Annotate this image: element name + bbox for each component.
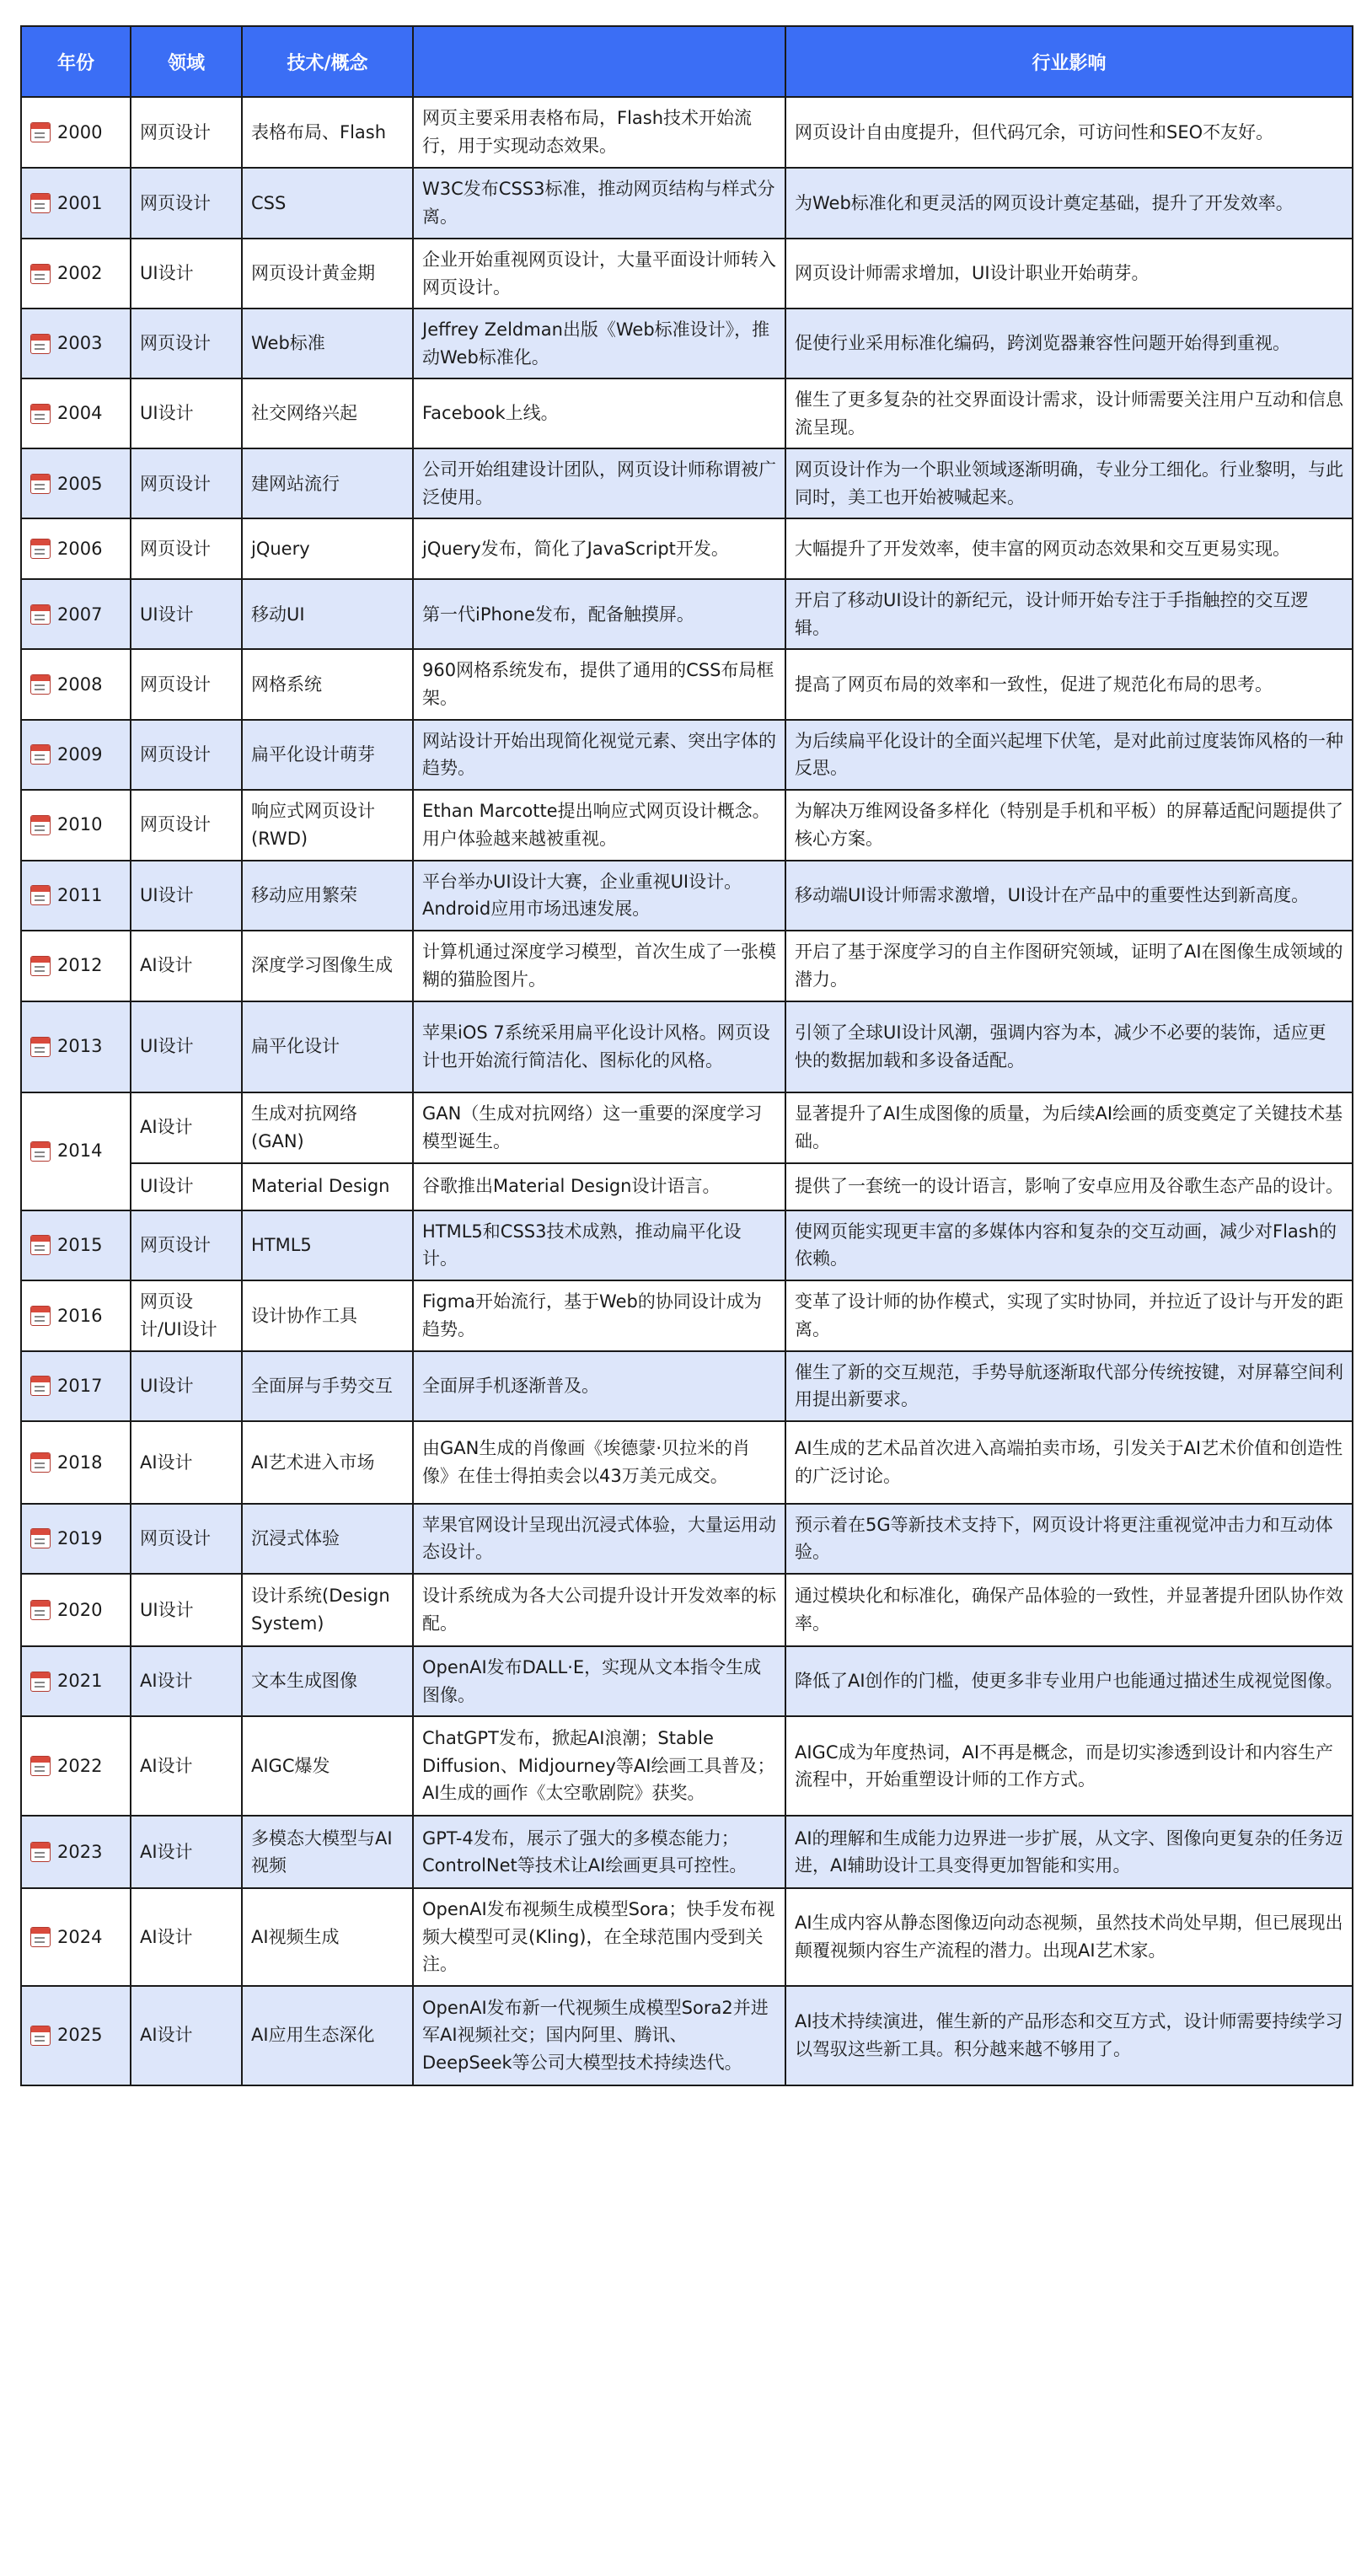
domain-cell: AI设计 (131, 1816, 242, 1888)
calendar-icon (30, 1452, 51, 1473)
event-cell: 由GAN生成的肖像画《埃德蒙·贝拉米的肖像》在佳士得拍卖会以43万美元成交。 (413, 1421, 785, 1504)
event-cell: OpenAI发布视频生成模型Sora；快手发布视频大模型可灵(Kling)，在全球范围内受到关注。 (413, 1888, 785, 1986)
impact-cell: AI的理解和生成能力边界进一步扩展，从文字、图像向更复杂的任务迈进，AI辅助设计工具变得更加智能和实用。 (785, 1816, 1353, 1888)
year-label-group (30, 1232, 121, 1259)
tech-cell: 设计系统(Design System) (242, 1574, 413, 1646)
year-label-group (30, 952, 121, 979)
event-cell: 计算机通过深度学习模型，首次生成了一张模糊的猫脸图片。 (413, 931, 785, 1001)
table-row (21, 518, 1353, 579)
calendar-icon (30, 815, 51, 835)
calendar-icon (30, 1842, 51, 1862)
domain-cell: AI设计 (131, 1092, 242, 1163)
calendar-icon (30, 539, 51, 559)
event-cell: jQuery发布，简化了JavaScript开发。 (413, 518, 785, 579)
year-cell (21, 97, 131, 168)
event-cell: W3C发布CSS3标准，推动网页结构与样式分离。 (413, 168, 785, 239)
year-label-group (30, 1372, 121, 1400)
year-text: 2002 (57, 263, 103, 284)
tech-cell: AIGC爆发 (242, 1716, 413, 1816)
event-cell: 苹果iOS 7系统采用扁平化设计风格。网页设计也开始流行简洁化、图标化的风格。 (413, 1001, 785, 1092)
calendar-icon (30, 1235, 51, 1255)
impact-cell: AIGC成为年度热词，AI不再是概念，而是切实渗透到设计和内容生产流程中，开始重塑设计师的工作方式。 (785, 1716, 1353, 1816)
year-text: 2009 (57, 743, 103, 765)
event-cell: 企业开始重视网页设计，大量平面设计师转入网页设计。 (413, 239, 785, 309)
tech-cell: AI艺术进入市场 (242, 1421, 413, 1504)
event-cell: 第一代iPhone发布，配备触摸屏。 (413, 579, 785, 649)
impact-cell: 显著提升了AI生成图像的质量，为后续AI绘画的质变奠定了关键技术基础。 (785, 1092, 1353, 1163)
domain-cell: 网页设计/UI设计 (131, 1280, 242, 1351)
year-text: 2008 (57, 674, 103, 695)
impact-cell: AI生成内容从静态图像迈向动态视频，虽然技术尚处早期，但已展现出颠覆视频内容生产流程的潜力。出现AI艺术家。 (785, 1888, 1353, 1986)
event-cell: Ethan Marcotte提出响应式网页设计概念。用户体验越来越被重视。 (413, 790, 785, 861)
domain-cell: 网页设计 (131, 97, 242, 168)
table-row (21, 931, 1353, 1001)
tech-cell: 表格布局、Flash (242, 97, 413, 168)
impact-cell: 大幅提升了开发效率，使丰富的网页动态效果和交互更易实现。 (785, 518, 1353, 579)
year-label-group (30, 882, 121, 910)
impact-cell: 为后续扁平化设计的全面兴起埋下伏笔，是对此前过度装饰风格的一种反思。 (785, 720, 1353, 790)
year-text: 2011 (57, 884, 103, 905)
year-text: 2004 (57, 403, 103, 424)
impact-cell: 为解决万维网设备多样化（特别是手机和平板）的屏幕适配问题提供了核心方案。 (785, 790, 1353, 861)
event-cell: 网站设计开始出现简化视觉元素、突出字体的趋势。 (413, 720, 785, 790)
year-text: 2015 (57, 1235, 103, 1256)
event-cell: 设计系统成为各大公司提升设计开发效率的标配。 (413, 1574, 785, 1646)
tech-cell: 移动应用繁荣 (242, 861, 413, 931)
year-label-group (30, 330, 121, 357)
impact-cell: 提供了一套统一的设计语言，影响了安卓应用及谷歌生态产品的设计。 (785, 1163, 1353, 1210)
event-cell: 平台举办UI设计大赛，企业重视UI设计。Android应用市场迅速发展。 (413, 861, 785, 931)
year-label-group (30, 400, 121, 427)
year-text: 2024 (57, 1926, 103, 1947)
calendar-icon (30, 264, 51, 284)
year-cell (21, 861, 131, 931)
year-text: 2020 (57, 1599, 103, 1620)
calendar-icon (30, 334, 51, 354)
year-cell (21, 790, 131, 861)
event-cell: Facebook上线。 (413, 378, 785, 448)
calendar-icon (30, 1037, 51, 1057)
table-row (21, 1351, 1353, 1421)
impact-cell: 为Web标准化和更灵活的网页设计奠定基础，提升了开发效率。 (785, 168, 1353, 239)
table-row (21, 1001, 1353, 1092)
year-cell (21, 1646, 131, 1716)
domain-cell: 网页设计 (131, 309, 242, 378)
calendar-icon (30, 122, 51, 142)
year-text: 2016 (57, 1305, 103, 1326)
table-row (21, 448, 1353, 518)
year-cell (21, 1210, 131, 1280)
calendar-icon (30, 744, 51, 765)
table-row (21, 861, 1353, 931)
table-row (21, 1574, 1353, 1646)
domain-cell: UI设计 (131, 1163, 242, 1210)
calendar-icon (30, 1927, 51, 1947)
tech-cell: 沉浸式体验 (242, 1504, 413, 1574)
impact-cell: 网页设计作为一个职业领域逐渐明确，专业分工细化。行业黎明，与此同时，美工也开始被喊起来。 (785, 448, 1353, 518)
year-cell (21, 1986, 131, 2085)
table-row (21, 378, 1353, 448)
calendar-icon (30, 1376, 51, 1396)
domain-cell: UI设计 (131, 579, 242, 649)
year-label-group (30, 1033, 121, 1060)
domain-cell: 网页设计 (131, 518, 242, 579)
year-cell (21, 1280, 131, 1351)
tech-cell: jQuery (242, 518, 413, 579)
year-label-group (30, 811, 121, 839)
year-cell (21, 1092, 131, 1210)
year-text: 2012 (57, 955, 103, 976)
domain-cell: UI设计 (131, 378, 242, 448)
year-label-group (30, 1667, 121, 1695)
year-label-group (30, 1137, 121, 1165)
year-label-group (30, 2021, 121, 2049)
event-cell: 960网格系统发布，提供了通用的CSS布局框架。 (413, 649, 785, 719)
year-text: 2018 (57, 1452, 103, 1473)
tech-cell: 生成对抗网络(GAN) (242, 1092, 413, 1163)
calendar-icon (30, 956, 51, 976)
year-cell (21, 239, 131, 309)
calendar-icon (30, 1528, 51, 1548)
table-row (21, 1504, 1353, 1574)
year-label-group (30, 1838, 121, 1866)
calendar-icon (30, 1600, 51, 1620)
year-cell (21, 518, 131, 579)
year-text: 2023 (57, 1841, 103, 1862)
tech-cell: 文本生成图像 (242, 1646, 413, 1716)
impact-cell: 降低了AI创作的门槛，使更多非专业用户也能通过描述生成视觉图像。 (785, 1646, 1353, 1716)
domain-cell: 网页设计 (131, 1210, 242, 1280)
year-cell (21, 1574, 131, 1646)
tech-cell: 扁平化设计萌芽 (242, 720, 413, 790)
year-cell (21, 720, 131, 790)
year-cell (21, 649, 131, 719)
domain-cell: 网页设计 (131, 448, 242, 518)
impact-cell: 促使行业采用标准化编码，跨浏览器兼容性问题开始得到重视。 (785, 309, 1353, 378)
impact-cell: 移动端UI设计师需求激增，UI设计在产品中的重要性达到新高度。 (785, 861, 1353, 931)
domain-cell: AI设计 (131, 1888, 242, 1986)
table-row (21, 239, 1353, 309)
year-cell (21, 448, 131, 518)
tech-cell: AI应用生态深化 (242, 1986, 413, 2085)
year-cell (21, 579, 131, 649)
event-cell: HTML5和CSS3技术成熟，推动扁平化设计。 (413, 1210, 785, 1280)
table-row (21, 1092, 1353, 1163)
year-cell (21, 1504, 131, 1574)
impact-cell: 催生了更多复杂的社交界面设计需求，设计师需要关注用户互动和信息流呈现。 (785, 378, 1353, 448)
table-row (21, 720, 1353, 790)
tech-cell: 建网站流行 (242, 448, 413, 518)
domain-cell: UI设计 (131, 861, 242, 931)
tech-cell: Web标准 (242, 309, 413, 378)
tech-cell: 深度学习图像生成 (242, 931, 413, 1001)
impact-cell: 开启了基于深度学习的自主作图研究领域，证明了AI在图像生成领域的潜力。 (785, 931, 1353, 1001)
header-impact: 行业影响 (785, 26, 1353, 97)
table-row (21, 1888, 1353, 1986)
tech-cell: HTML5 (242, 1210, 413, 1280)
year-text: 2025 (57, 2025, 103, 2046)
domain-cell: AI设计 (131, 931, 242, 1001)
calendar-icon (30, 1672, 51, 1692)
table-row (21, 168, 1353, 239)
year-text: 2005 (57, 473, 103, 494)
domain-cell: AI设计 (131, 1421, 242, 1504)
calendar-icon (30, 604, 51, 625)
year-label-group (30, 535, 121, 563)
domain-cell: 网页设计 (131, 1504, 242, 1574)
year-cell (21, 309, 131, 378)
impact-cell: 预示着在5G等新技术支持下，网页设计将更注重视觉冲击力和互动体验。 (785, 1504, 1353, 1574)
domain-cell: AI设计 (131, 1646, 242, 1716)
tech-cell: 多模态大模型与AI视频 (242, 1816, 413, 1888)
domain-cell: 网页设计 (131, 168, 242, 239)
event-cell: ChatGPT发布，掀起AI浪潮；Stable Diffusion、Midjourney等AI绘画工具普及；AI生成的画作《太空歌剧院》获奖。 (413, 1716, 785, 1816)
event-cell: 谷歌推出Material Design设计语言。 (413, 1163, 785, 1210)
year-text: 2000 (57, 121, 103, 142)
domain-cell: AI设计 (131, 1986, 242, 2085)
calendar-icon (30, 2026, 51, 2046)
impact-cell: 提高了网页布局的效率和一致性，促进了规范化布局的思考。 (785, 649, 1353, 719)
design-history-table (20, 25, 1353, 2086)
year-label-group (30, 470, 121, 498)
impact-cell: 变革了设计师的协作模式，实现了实时协同，并拉近了设计与开发的距离。 (785, 1280, 1353, 1351)
impact-cell: 使网页能实现更丰富的多媒体内容和复杂的交互动画，减少对Flash的依赖。 (785, 1210, 1353, 1280)
tech-cell: AI视频生成 (242, 1888, 413, 1986)
table-row (21, 579, 1353, 649)
year-label-group (30, 1597, 121, 1624)
calendar-icon (30, 193, 51, 213)
calendar-icon (30, 1141, 51, 1162)
tech-cell: 移动UI (242, 579, 413, 649)
domain-cell: UI设计 (131, 1351, 242, 1421)
impact-cell: 网页设计自由度提升，但代码冗余，可访问性和SEO不友好。 (785, 97, 1353, 168)
tech-cell: 全面屏与手势交互 (242, 1351, 413, 1421)
year-label-group (30, 190, 121, 217)
header-tech: 技术/概念 (242, 26, 413, 97)
event-cell: OpenAI发布DALL·E，实现从文本指令生成图像。 (413, 1646, 785, 1716)
domain-cell: AI设计 (131, 1716, 242, 1816)
domain-cell: 网页设计 (131, 720, 242, 790)
year-label-group (30, 1752, 121, 1780)
year-cell (21, 378, 131, 448)
event-cell: GPT-4发布，展示了强大的多模态能力；ControlNet等技术让AI绘画更具可控性。 (413, 1816, 785, 1888)
table-row (21, 1986, 1353, 2085)
table-row (21, 790, 1353, 861)
table-row (21, 649, 1353, 719)
tech-cell: 网页设计黄金期 (242, 239, 413, 309)
impact-cell: 催生了新的交互规范，手势导航逐渐取代部分传统按键，对屏幕空间利用提出新要求。 (785, 1351, 1353, 1421)
year-text: 2013 (57, 1036, 103, 1057)
year-label-group (30, 741, 121, 769)
tech-cell: 设计协作工具 (242, 1280, 413, 1351)
header-event (413, 26, 785, 97)
table-row (21, 1816, 1353, 1888)
domain-cell: UI设计 (131, 239, 242, 309)
event-cell: 苹果官网设计呈现出沉浸式体验，大量运用动态设计。 (413, 1504, 785, 1574)
table-header-row (21, 26, 1353, 97)
event-cell: OpenAI发布新一代视频生成模型Sora2并进军AI视频社交；国内阿里、腾讯、DeepSeek等公司大模型技术持续迭代。 (413, 1986, 785, 2085)
calendar-icon (30, 674, 51, 695)
domain-cell: UI设计 (131, 1001, 242, 1092)
year-cell (21, 168, 131, 239)
impact-cell: 通过模块化和标准化，确保产品体验的一致性，并显著提升团队协作效率。 (785, 1574, 1353, 1646)
year-text: 2019 (57, 1528, 103, 1549)
year-label-group (30, 119, 121, 147)
year-cell (21, 1888, 131, 1986)
year-cell (21, 1716, 131, 1816)
tech-cell: 扁平化设计 (242, 1001, 413, 1092)
tech-cell: 网格系统 (242, 649, 413, 719)
year-cell (21, 1001, 131, 1092)
year-text: 2010 (57, 814, 103, 835)
table-row (21, 1280, 1353, 1351)
year-label-group (30, 671, 121, 699)
tech-cell: 社交网络兴起 (242, 378, 413, 448)
impact-cell: 开启了移动UI设计的新纪元，设计师开始专注于手指触控的交互逻辑。 (785, 579, 1353, 649)
tech-cell: Material Design (242, 1163, 413, 1210)
event-cell: GAN（生成对抗网络）这一重要的深度学习模型诞生。 (413, 1092, 785, 1163)
year-cell (21, 1421, 131, 1504)
table-row (21, 1163, 1353, 1210)
year-cell (21, 931, 131, 1001)
event-cell: 全面屏手机逐渐普及。 (413, 1351, 785, 1421)
domain-cell: 网页设计 (131, 790, 242, 861)
domain-cell: 网页设计 (131, 649, 242, 719)
calendar-icon (30, 404, 51, 424)
calendar-icon (30, 1756, 51, 1776)
year-text: 2006 (57, 539, 103, 560)
year-label-group (30, 1924, 121, 1951)
year-text: 2017 (57, 1376, 103, 1397)
calendar-icon (30, 474, 51, 494)
year-label-group (30, 260, 121, 287)
calendar-icon (30, 1306, 51, 1326)
tech-cell: 响应式网页设计(RWD) (242, 790, 413, 861)
impact-cell: AI技术持续演进，催生新的产品形态和交互方式，设计师需要持续学习以驾驭这些新工具。积分越来越不够用了。 (785, 1986, 1353, 2085)
impact-cell: AI生成的艺术品首次进入高端拍卖市场，引发关于AI艺术价值和创造性的广泛讨论。 (785, 1421, 1353, 1504)
timeline-table-container (20, 25, 1352, 2086)
year-text: 2022 (57, 1755, 103, 1776)
year-text: 2003 (57, 333, 103, 354)
table-row (21, 97, 1353, 168)
event-cell: Figma开始流行，基于Web的协同设计成为趋势。 (413, 1280, 785, 1351)
year-text: 2007 (57, 604, 103, 625)
event-cell: 网页主要采用表格布局，Flash技术开始流行，用于实现动态效果。 (413, 97, 785, 168)
year-cell (21, 1351, 131, 1421)
tech-cell: CSS (242, 168, 413, 239)
year-text: 2001 (57, 192, 103, 213)
table-row (21, 309, 1353, 378)
table-row (21, 1421, 1353, 1504)
domain-cell: UI设计 (131, 1574, 242, 1646)
year-cell (21, 1816, 131, 1888)
table-row (21, 1716, 1353, 1816)
year-label-group (30, 1449, 121, 1477)
table-row (21, 1210, 1353, 1280)
impact-cell: 网页设计师需求增加，UI设计职业开始萌芽。 (785, 239, 1353, 309)
table-row (21, 1646, 1353, 1716)
event-cell: 公司开始组建设计团队，网页设计师称谓被广泛使用。 (413, 448, 785, 518)
year-text: 2021 (57, 1671, 103, 1692)
year-label-group (30, 1525, 121, 1553)
calendar-icon (30, 885, 51, 905)
year-text: 2014 (57, 1140, 103, 1162)
year-label-group (30, 1302, 121, 1330)
impact-cell: 引领了全球UI设计风潮，强调内容为本，减少不必要的装饰，适应更快的数据加载和多设备适配。 (785, 1001, 1353, 1092)
year-label-group (30, 601, 121, 629)
event-cell: Jeffrey Zeldman出版《Web标准设计》，推动Web标准化。 (413, 309, 785, 378)
header-year: 年份 (21, 26, 131, 97)
header-domain: 领域 (131, 26, 242, 97)
